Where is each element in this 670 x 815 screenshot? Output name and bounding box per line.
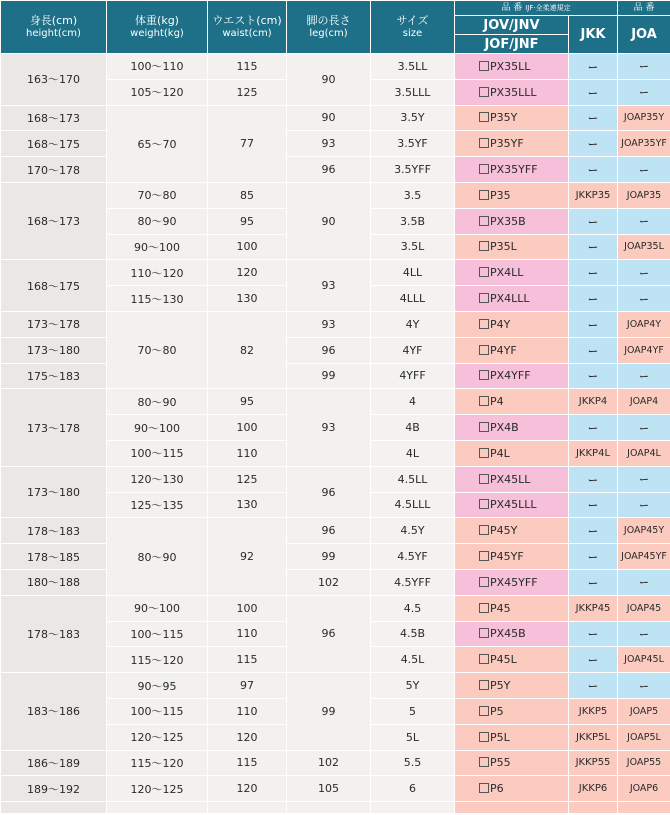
waist-cell: 120: [208, 776, 287, 802]
product-code-cell: [455, 518, 569, 544]
weight-cell: 100〜115: [107, 698, 208, 724]
jkk-code-cell: ー: [569, 286, 618, 312]
cut-off-cell: [618, 802, 670, 814]
table-row: [1, 131, 670, 157]
header-weight: 体重(kg) weight(kg): [107, 1, 208, 54]
leg-cell: 90: [287, 54, 371, 106]
checkbox-square-icon: [479, 680, 489, 690]
leg-cell: 102: [287, 750, 371, 776]
weight-cell: 120〜125: [107, 776, 208, 802]
table-row: [1, 518, 670, 544]
jkk-code-cell: ー: [569, 105, 618, 131]
leg-cell: 93: [287, 389, 371, 466]
joa-code-cell: ー: [618, 673, 670, 699]
product-code-text: P35Y: [490, 111, 518, 125]
height-cell: 189〜192: [1, 776, 107, 802]
product-code-text: PX4B: [490, 421, 519, 435]
height-cell: 170〜178: [1, 157, 107, 183]
checkbox-square-icon: [479, 525, 489, 535]
product-code-text: PX4LL: [490, 266, 524, 280]
joa-code-cell: JOAP45Y: [618, 518, 670, 544]
size-cell: 3.5: [371, 182, 455, 208]
weight-cell: 90〜95: [107, 673, 208, 699]
product-code-text: P5: [490, 704, 504, 718]
table-row: [1, 182, 670, 208]
size-cell: 4: [371, 389, 455, 415]
cut-off-cell: [287, 802, 371, 814]
product-code-cell: [455, 131, 569, 157]
table-body: [1, 54, 670, 814]
product-code-cell: [455, 595, 569, 621]
checkbox-square-icon: [479, 448, 489, 458]
joa-code-cell: ー: [618, 208, 670, 234]
product-code-text: PX35LLL: [490, 85, 537, 99]
joa-code-cell: ー: [618, 492, 670, 518]
product-code-text: P45YF: [490, 550, 524, 564]
leg-cell: 96: [287, 466, 371, 518]
weight-cell: 100〜110: [107, 54, 208, 80]
header-waist: ウエスト(cm) waist(cm): [208, 1, 287, 54]
jkk-code-cell: ー: [569, 647, 618, 673]
waist-cell: 97: [208, 673, 287, 699]
checkbox-square-icon: [479, 87, 489, 97]
product-code-cell: [455, 698, 569, 724]
product-code-cell: [455, 776, 569, 802]
product-code-cell: [455, 363, 569, 389]
product-code-cell: [455, 415, 569, 441]
height-cell: 178〜183: [1, 595, 107, 672]
jkk-code-cell: ー: [569, 79, 618, 105]
product-code-cell: [455, 389, 569, 415]
waist-cell: 77: [208, 105, 287, 182]
leg-cell: 96: [287, 337, 371, 363]
joa-code-cell: JOAP35L: [618, 234, 670, 260]
size-cell: 3.5LL: [371, 54, 455, 80]
jkk-code-cell: ー: [569, 337, 618, 363]
joa-code-cell: ー: [618, 54, 670, 80]
leg-cell: 105: [287, 776, 371, 802]
weight-cell: 90〜100: [107, 415, 208, 441]
waist-cell: 115: [208, 647, 287, 673]
weight-cell: 80〜90: [107, 518, 208, 595]
product-code-cell: [455, 569, 569, 595]
table-row: [1, 595, 670, 621]
joa-code-cell: JOAP4YF: [618, 337, 670, 363]
leg-cell: 93: [287, 311, 371, 337]
waist-cell: 95: [208, 208, 287, 234]
cut-off-cell: [371, 802, 455, 814]
size-cell: 5.5: [371, 750, 455, 776]
waist-cell: 115: [208, 54, 287, 80]
product-code-text: PX35B: [490, 214, 526, 228]
size-cell: 6: [371, 776, 455, 802]
product-code-cell: [455, 54, 569, 80]
size-cell: 4.5L: [371, 647, 455, 673]
checkbox-square-icon: [479, 190, 489, 200]
cut-off-cell: [107, 802, 208, 814]
leg-cell: 93: [287, 260, 371, 312]
cut-off-cell: [208, 802, 287, 814]
checkbox-square-icon: [479, 757, 489, 767]
header-joa: JOA: [618, 16, 670, 54]
jkk-code-cell: ー: [569, 234, 618, 260]
product-code-text: PX35LL: [490, 59, 531, 73]
table-row: [1, 750, 670, 776]
cut-off-row: [1, 802, 670, 814]
joa-code-cell: ー: [618, 363, 670, 389]
leg-cell: 90: [287, 105, 371, 131]
weight-cell: 90〜100: [107, 595, 208, 621]
checkbox-square-icon: [479, 732, 489, 742]
jkk-code-cell: JKKP45: [569, 595, 618, 621]
leg-cell: 96: [287, 595, 371, 672]
product-code-cell: [455, 647, 569, 673]
weight-cell: 125〜135: [107, 492, 208, 518]
waist-cell: 130: [208, 286, 287, 312]
product-code-cell: [455, 234, 569, 260]
height-cell: 178〜185: [1, 544, 107, 570]
joa-code-cell: JOAP4Y: [618, 311, 670, 337]
jkk-code-cell: ー: [569, 492, 618, 518]
product-code-text: P45L: [490, 653, 517, 667]
size-cell: 4.5Y: [371, 518, 455, 544]
weight-cell: 115〜120: [107, 750, 208, 776]
product-code-cell: [455, 673, 569, 699]
jkk-code-cell: JKKP4: [569, 389, 618, 415]
height-cell: 173〜178: [1, 311, 107, 337]
table-row: [1, 544, 670, 570]
waist-cell: 100: [208, 234, 287, 260]
waist-cell: 120: [208, 260, 287, 286]
waist-cell: 82: [208, 311, 287, 388]
product-code-cell: [455, 337, 569, 363]
jkk-code-cell: JKKP35: [569, 182, 618, 208]
joa-code-cell: ー: [618, 260, 670, 286]
table-row: [1, 389, 670, 415]
product-code-cell: [455, 260, 569, 286]
product-code-cell: [455, 157, 569, 183]
leg-cell: 102: [287, 569, 371, 595]
checkbox-square-icon: [479, 783, 489, 793]
product-code-text: P4: [490, 395, 504, 409]
joa-code-cell: JOAP35YF: [618, 131, 670, 157]
weight-cell: 100〜115: [107, 621, 208, 647]
size-cell: 4.5LL: [371, 466, 455, 492]
checkbox-square-icon: [479, 396, 489, 406]
jkk-code-cell: ー: [569, 54, 618, 80]
table-row: [1, 105, 670, 131]
checkbox-square-icon: [479, 422, 489, 432]
table-row: [1, 776, 670, 802]
joa-code-cell: ー: [618, 466, 670, 492]
checkbox-square-icon: [479, 241, 489, 251]
joa-code-cell: ー: [618, 415, 670, 441]
joa-code-cell: ー: [618, 286, 670, 312]
header-jov: JOV/JNV: [455, 16, 569, 35]
jkk-code-cell: JKKP55: [569, 750, 618, 776]
checkbox-square-icon: [479, 628, 489, 638]
jkk-code-cell: ー: [569, 621, 618, 647]
checkbox-square-icon: [479, 474, 489, 484]
jkk-code-cell: ー: [569, 157, 618, 183]
size-cell: 4.5YF: [371, 544, 455, 570]
product-code-text: PX45LLL: [490, 498, 537, 512]
product-code-text: P4Y: [490, 317, 511, 331]
waist-cell: 110: [208, 440, 287, 466]
checkbox-square-icon: [479, 654, 489, 664]
joa-code-cell: JOAP45: [618, 595, 670, 621]
checkbox-square-icon: [479, 293, 489, 303]
waist-cell: 85: [208, 182, 287, 208]
joa-code-cell: ー: [618, 157, 670, 183]
leg-cell: 99: [287, 544, 371, 570]
jkk-code-cell: JKKP6: [569, 776, 618, 802]
table-row: [1, 363, 670, 389]
table-row: [1, 311, 670, 337]
product-code-cell: [455, 286, 569, 312]
size-cell: 3.5YF: [371, 131, 455, 157]
height-cell: 168〜175: [1, 131, 107, 157]
product-code-text: P55: [490, 756, 511, 770]
product-code-text: PX4YFF: [490, 369, 531, 383]
cut-off-cell: [569, 802, 618, 814]
height-cell: 183〜186: [1, 673, 107, 750]
weight-cell: 70〜80: [107, 311, 208, 388]
table-row: [1, 260, 670, 286]
weight-cell: 120〜125: [107, 724, 208, 750]
weight-cell: 80〜90: [107, 389, 208, 415]
height-cell: 175〜183: [1, 363, 107, 389]
waist-cell: 100: [208, 415, 287, 441]
height-cell: 163〜170: [1, 54, 107, 106]
leg-cell: 99: [287, 673, 371, 750]
checkbox-square-icon: [479, 216, 489, 226]
checkbox-square-icon: [479, 370, 489, 380]
joa-code-cell: JOAP35Y: [618, 105, 670, 131]
weight-cell: 70〜80: [107, 182, 208, 208]
product-code-text: PX45YFF: [490, 575, 538, 589]
weight-cell: 115〜130: [107, 286, 208, 312]
weight-cell: 100〜115: [107, 440, 208, 466]
jkk-code-cell: ー: [569, 415, 618, 441]
table-header: [1, 1, 670, 54]
size-cell: 4Y: [371, 311, 455, 337]
waist-cell: 100: [208, 595, 287, 621]
size-cell: 3.5YFF: [371, 157, 455, 183]
height-cell: 173〜180: [1, 466, 107, 518]
product-code-cell: [455, 621, 569, 647]
cut-off-cell: [455, 802, 569, 814]
table-row: [1, 466, 670, 492]
leg-cell: 96: [287, 518, 371, 544]
jkk-code-cell: ー: [569, 131, 618, 157]
waist-cell: 125: [208, 79, 287, 105]
product-code-cell: [455, 208, 569, 234]
checkbox-square-icon: [479, 577, 489, 587]
waist-cell: 120: [208, 724, 287, 750]
height-cell: 168〜173: [1, 182, 107, 259]
product-code-text: P5Y: [490, 679, 511, 693]
leg-cell: 93: [287, 131, 371, 157]
size-cell: 4L: [371, 440, 455, 466]
weight-cell: 65〜70: [107, 105, 208, 182]
checkbox-square-icon: [479, 61, 489, 71]
weight-cell: 110〜120: [107, 260, 208, 286]
height-cell: 173〜178: [1, 389, 107, 466]
joa-code-cell: JOAP45YF: [618, 544, 670, 570]
product-code-cell: [455, 492, 569, 518]
jkk-code-cell: ー: [569, 363, 618, 389]
header-leg: 脚の長さ leg(cm): [287, 1, 371, 54]
size-cell: 5L: [371, 724, 455, 750]
leg-cell: 99: [287, 363, 371, 389]
product-code-text: PX45B: [490, 627, 526, 641]
size-cell: 5: [371, 698, 455, 724]
size-cell: 5Y: [371, 673, 455, 699]
joa-code-cell: JOAP4: [618, 389, 670, 415]
cut-off-cell: [1, 802, 107, 814]
size-cell: 4.5: [371, 595, 455, 621]
leg-cell: 90: [287, 182, 371, 259]
waist-cell: 130: [208, 492, 287, 518]
product-code-text: PX45LL: [490, 472, 531, 486]
weight-cell: 115〜120: [107, 647, 208, 673]
product-code-text: P35L: [490, 240, 517, 254]
checkbox-square-icon: [479, 345, 489, 355]
product-code-text: P45Y: [490, 524, 518, 538]
jkk-code-cell: ー: [569, 311, 618, 337]
jkk-code-cell: JKKP5: [569, 698, 618, 724]
joa-code-cell: JOAP6: [618, 776, 670, 802]
checkbox-square-icon: [479, 499, 489, 509]
table-row: [1, 337, 670, 363]
header-size: サイズ size: [371, 1, 455, 54]
size-cell: 3.5B: [371, 208, 455, 234]
product-code-text: P35YF: [490, 137, 524, 151]
joa-code-cell: JOAP4L: [618, 440, 670, 466]
jkk-code-cell: JKKP4L: [569, 440, 618, 466]
size-cell: 3.5L: [371, 234, 455, 260]
size-cell: 4LLL: [371, 286, 455, 312]
product-code-cell: [455, 544, 569, 570]
joa-code-cell: JOAP55: [618, 750, 670, 776]
leg-cell: 96: [287, 157, 371, 183]
waist-cell: 115: [208, 750, 287, 776]
product-code-cell: [455, 79, 569, 105]
size-cell: 4LL: [371, 260, 455, 286]
header-height: 身長(cm) height(cm): [1, 1, 107, 54]
product-code-text: P6: [490, 782, 504, 796]
product-code-cell: [455, 750, 569, 776]
checkbox-square-icon: [479, 138, 489, 148]
checkbox-square-icon: [479, 112, 489, 122]
product-code-cell: [455, 724, 569, 750]
joa-code-cell: JOAP5L: [618, 724, 670, 750]
joa-code-cell: ー: [618, 621, 670, 647]
height-cell: 178〜183: [1, 518, 107, 544]
product-code-cell: [455, 440, 569, 466]
weight-cell: 105〜120: [107, 79, 208, 105]
size-cell: 3.5Y: [371, 105, 455, 131]
product-code-text: P5L: [490, 730, 510, 744]
header-hinban-main: 品 番 IJF·全柔連規定: [455, 1, 618, 16]
height-cell: 186〜189: [1, 750, 107, 776]
product-code-text: PX4LLL: [490, 292, 530, 306]
size-cell: 4YFF: [371, 363, 455, 389]
header-hinban-right: 品 番: [618, 1, 670, 16]
height-cell: 180〜188: [1, 569, 107, 595]
product-code-text: P4YF: [490, 343, 517, 357]
checkbox-square-icon: [479, 551, 489, 561]
table-row: [1, 157, 670, 183]
jkk-code-cell: JKKP5L: [569, 724, 618, 750]
product-code-cell: [455, 105, 569, 131]
height-cell: 168〜173: [1, 105, 107, 131]
jkk-code-cell: ー: [569, 260, 618, 286]
size-cell: 4.5YFF: [371, 569, 455, 595]
product-code-cell: [455, 311, 569, 337]
size-cell: 4.5B: [371, 621, 455, 647]
jkk-code-cell: ー: [569, 673, 618, 699]
height-cell: 168〜175: [1, 260, 107, 312]
jkk-code-cell: ー: [569, 569, 618, 595]
height-cell: 173〜180: [1, 337, 107, 363]
header-jkk: JKK: [569, 16, 618, 54]
table-row: [1, 673, 670, 699]
jkk-code-cell: ー: [569, 544, 618, 570]
size-cell: 3.5LLL: [371, 79, 455, 105]
size-cell: 4.5LLL: [371, 492, 455, 518]
product-code-text: P35: [490, 188, 511, 202]
weight-cell: 120〜130: [107, 466, 208, 492]
product-code-text: P45: [490, 601, 511, 615]
joa-code-cell: JOAP45L: [618, 647, 670, 673]
waist-cell: 110: [208, 698, 287, 724]
checkbox-square-icon: [479, 267, 489, 277]
checkbox-square-icon: [479, 603, 489, 613]
waist-cell: 92: [208, 518, 287, 595]
table-row: [1, 569, 670, 595]
checkbox-square-icon: [479, 319, 489, 329]
jkk-code-cell: ー: [569, 208, 618, 234]
table-row: [1, 54, 670, 80]
product-code-text: P4L: [490, 446, 510, 460]
jkk-code-cell: ー: [569, 518, 618, 544]
product-code-cell: [455, 466, 569, 492]
joa-code-cell: JOAP35: [618, 182, 670, 208]
joa-code-cell: JOAP5: [618, 698, 670, 724]
jkk-code-cell: ー: [569, 466, 618, 492]
waist-cell: 95: [208, 389, 287, 415]
weight-cell: 90〜100: [107, 234, 208, 260]
checkbox-square-icon: [479, 706, 489, 716]
checkbox-square-icon: [479, 164, 489, 174]
product-code-cell: [455, 182, 569, 208]
size-cell: 4YF: [371, 337, 455, 363]
header-jof: JOF/JNF: [455, 35, 569, 54]
joa-code-cell: ー: [618, 79, 670, 105]
weight-cell: 80〜90: [107, 208, 208, 234]
waist-cell: 110: [208, 621, 287, 647]
product-code-text: PX35YFF: [490, 163, 538, 177]
waist-cell: 125: [208, 466, 287, 492]
joa-code-cell: ー: [618, 569, 670, 595]
size-cell: 4B: [371, 415, 455, 441]
